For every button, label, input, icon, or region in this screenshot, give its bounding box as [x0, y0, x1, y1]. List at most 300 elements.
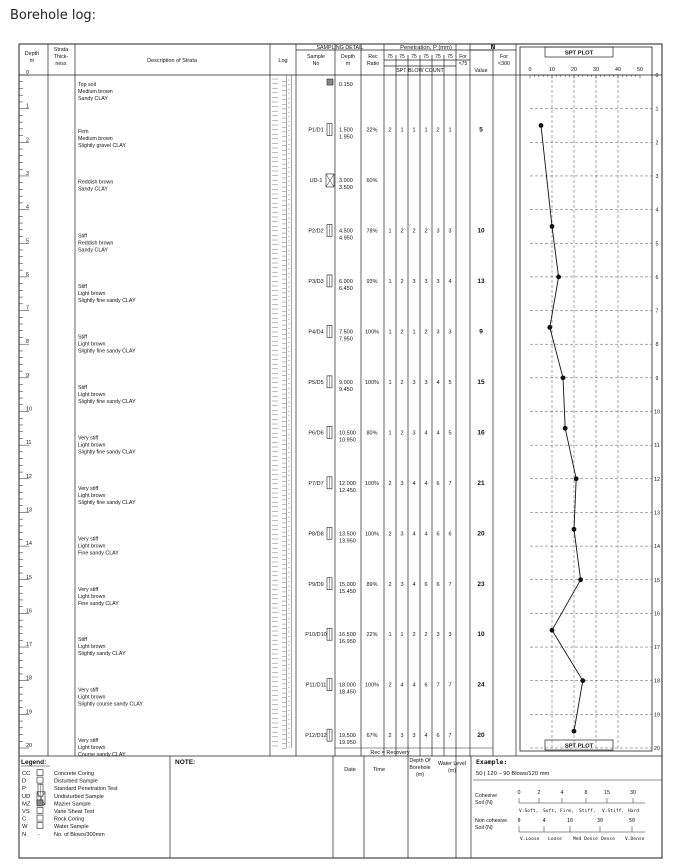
sample-number: P6/D6: [308, 430, 324, 437]
log-dot: [289, 402, 290, 403]
log-dot: [289, 264, 290, 265]
legend-label: Vane Shear Test: [54, 809, 95, 815]
log-dot: [289, 659, 290, 660]
noncohesive-tick: 4: [542, 818, 546, 824]
log-dot: [289, 558, 290, 559]
blow-count: 2: [388, 682, 392, 689]
blow-count: 1: [388, 329, 392, 336]
noncohesive-tick: 10: [566, 818, 574, 824]
blow-count: 1: [424, 127, 428, 134]
log-dot: [289, 705, 290, 706]
log-dot: [289, 609, 290, 610]
n-value: 13: [477, 277, 485, 285]
log-dot: [289, 668, 290, 669]
blow-count: 3: [436, 278, 440, 285]
log-dot: [289, 126, 290, 127]
sample-depth-top: 6.000: [339, 278, 353, 285]
recovery-ratio: 100%: [364, 379, 380, 386]
log-dot: [289, 116, 290, 117]
log-dot: [289, 130, 290, 131]
log-dot: [289, 103, 290, 104]
recovery-ratio: 100%: [364, 531, 380, 538]
penetration-column: 75: [447, 54, 453, 60]
log-dot: [289, 650, 290, 651]
log-dot: [289, 236, 290, 237]
log-dot: [289, 415, 290, 416]
cohesive-tick: 4: [560, 790, 564, 796]
log-dot: [289, 429, 290, 430]
legend-code: CC: [22, 771, 31, 777]
blow-count: 5: [448, 430, 452, 437]
sample-number: P9/D9: [308, 581, 324, 588]
for-75-header: For: [459, 54, 467, 60]
log-dot: [289, 144, 290, 145]
blow-count: 3: [412, 278, 416, 285]
log-dot: [289, 549, 290, 550]
strata-description: Light brown: [78, 290, 106, 297]
cohesive-tick: 2: [537, 790, 541, 796]
blow-count: 4: [412, 531, 416, 538]
log-dot: [289, 185, 290, 186]
strata-description: Light brown: [78, 442, 106, 449]
strata-description: Stiff: [78, 283, 88, 290]
depth-label: 10: [26, 406, 32, 413]
strata-description: Light brown: [78, 745, 106, 752]
blow-count: 6: [436, 531, 440, 538]
log-dot: [289, 397, 290, 398]
log-dot: [289, 208, 290, 209]
sample-depth-bottom: 6.450: [339, 285, 353, 292]
depth-label: 4: [26, 204, 29, 211]
depth-label: 3: [26, 170, 29, 177]
log-dot: [289, 153, 290, 154]
noncohesive-class: Med Dense: [573, 837, 598, 842]
log-header: Log: [278, 58, 288, 64]
log-dot: [289, 98, 290, 99]
log-dot: [289, 457, 290, 458]
legend-code: D: [22, 778, 27, 785]
blow-count: 7: [448, 581, 452, 588]
legend-symbol-box: [37, 815, 43, 821]
strata-description: Reddish brown: [78, 240, 114, 247]
log-dot: [289, 388, 290, 389]
depth-label: 13: [26, 507, 32, 514]
spt-data-point: [539, 123, 544, 128]
legend-code: P: [22, 786, 26, 793]
mazier-sample-icon: [327, 79, 333, 85]
blow-count: 4: [424, 480, 428, 487]
spt-depth-label: 3: [655, 173, 659, 180]
spt-x-tick-label: 50: [637, 67, 643, 73]
strata-description: Very stiff: [78, 485, 99, 492]
strata-description: Sandy CLAY: [78, 247, 108, 254]
noncohesive-label: Soil (N): [475, 825, 493, 831]
blow-count: 2: [400, 379, 404, 386]
strata-description: Light brown: [78, 341, 106, 348]
sample-depth-bottom: 7.950: [339, 336, 353, 343]
penetration-column: 75: [411, 54, 417, 60]
spt-plot-title: SPT PLOT: [564, 50, 594, 57]
log-dot: [289, 291, 290, 292]
sampling-detail-header: SAMPLING DETAIL: [316, 45, 364, 51]
spt-x-tick-label: 30: [593, 67, 599, 73]
spt-depth-label: 20: [654, 746, 660, 752]
legend-code: N: [22, 831, 27, 838]
spt-depth-label: 4: [655, 207, 659, 214]
blow-count: 2: [412, 632, 416, 639]
log-dot: [289, 374, 290, 375]
time-label: Time: [372, 767, 386, 773]
cohesive-class: Firm,: [560, 809, 574, 814]
strata-description: Top soil: [78, 82, 96, 88]
blow-count: 2: [388, 531, 392, 538]
log-dot: [289, 443, 290, 444]
log-dot: [289, 604, 290, 605]
strata-description: Slightly sandy CLAY: [78, 651, 126, 658]
cohesive-tick: 30: [630, 790, 636, 796]
log-dot: [289, 484, 290, 485]
spt-x-tick-label: 0: [528, 67, 532, 73]
strata-description: Slightly fine sandy CLAY: [78, 398, 136, 405]
spt-depth-label: 10: [654, 409, 660, 416]
recovery-ratio: 80%: [366, 430, 378, 437]
blow-count: 6: [436, 480, 440, 487]
strata-description: Light brown: [78, 694, 106, 701]
strata-header: Thick-: [53, 54, 69, 60]
log-dot: [289, 733, 290, 734]
note-title: NOTE:: [175, 759, 196, 766]
recovery-ratio: 100%: [364, 480, 380, 487]
spt-plot-footer-title: SPT PLOT: [564, 743, 594, 750]
strata-header: Strata: [53, 47, 69, 53]
blow-count: 7: [448, 480, 452, 487]
penetration-column: 75: [435, 54, 441, 60]
legend-code: MZ: [22, 801, 31, 808]
penetration-column: 75: [399, 54, 405, 60]
log-dot: [289, 576, 290, 577]
depth-label: 14: [26, 541, 32, 548]
blow-count: 3: [400, 531, 404, 538]
log-dot: [289, 337, 290, 338]
n-value: 9: [479, 328, 483, 336]
spt-data-point: [547, 325, 552, 330]
recovery-ratio: 100%: [364, 329, 380, 336]
strata-description: Sandy CLAY: [78, 186, 108, 193]
legend-label: Water Sample: [54, 824, 89, 831]
sample-depth-top: 4.500: [339, 228, 353, 235]
log-dot: [289, 139, 290, 140]
blow-count: 1: [400, 127, 404, 134]
log-dot: [289, 167, 290, 168]
blow-count: 1: [388, 278, 392, 285]
strata-description: Very stiff: [78, 738, 99, 745]
noncohesive-label: Non cohesive: [475, 818, 508, 824]
log-dot: [289, 121, 290, 122]
log-dot: [289, 162, 290, 163]
log-dot: [289, 323, 290, 324]
blow-count: 1: [400, 632, 404, 639]
blow-count: 1: [388, 430, 392, 437]
log-dot: [289, 250, 290, 251]
blow-count: 2: [400, 228, 404, 235]
log-dot: [289, 176, 290, 177]
n-value: 21: [477, 479, 485, 487]
sample-number: P8/D8: [308, 531, 324, 538]
strata-description: Course sandy CLAY: [78, 752, 126, 759]
blow-count: 3: [448, 632, 452, 639]
blow-count: 1: [388, 379, 392, 386]
log-dot: [289, 521, 290, 522]
spt-depth-label: 11: [654, 443, 660, 450]
log-dot: [289, 567, 290, 568]
log-dot: [289, 724, 290, 725]
spt-plot-frame: [520, 47, 652, 751]
log-dot: [289, 461, 290, 462]
blow-count: 6: [436, 581, 440, 588]
legend-code: C: [22, 816, 27, 823]
noncohesive-class: Dense: [601, 837, 615, 842]
depth-label: 16: [26, 608, 32, 615]
blow-count: 4: [424, 430, 428, 437]
blow-count: 3: [436, 632, 440, 639]
legend-label: Standard Penetration Test: [54, 786, 118, 793]
log-dot: [289, 172, 290, 173]
log-dot: [289, 245, 290, 246]
spt-data-point: [580, 678, 585, 683]
log-dot: [289, 641, 290, 642]
sample-depth-bottom: 10.950: [339, 437, 356, 444]
blow-count: 4: [412, 682, 416, 689]
legend-symbol-box: [37, 808, 43, 814]
penetration-column: 75: [423, 54, 429, 60]
n-value: 20: [477, 530, 485, 538]
log-dot: [289, 498, 290, 499]
sample-number: P1/D1: [308, 127, 324, 134]
log-dot: [289, 471, 290, 472]
log-dot: [289, 622, 290, 623]
log-dot: [289, 328, 290, 329]
spt-depth-label: 12: [654, 476, 660, 483]
cohesive-label: Soil (N): [475, 800, 493, 806]
for-75-header: <75: [458, 61, 468, 67]
log-dot: [289, 365, 290, 366]
log-dot: [289, 107, 290, 108]
legend-label: No. of Blows/300mm: [54, 831, 105, 838]
depth-label: 18: [26, 675, 32, 682]
log-dot: [289, 673, 290, 674]
log-dot: [289, 360, 290, 361]
sample-depth-top: 1.500: [339, 127, 353, 134]
legend-label: Undisturbed Sample: [54, 793, 104, 800]
log-dot: [289, 512, 290, 513]
spt-depth-label: 5: [655, 241, 659, 248]
sample-depth-top: 18.000: [339, 682, 356, 689]
log-dot: [289, 213, 290, 214]
cohesive-tick: 8: [584, 790, 588, 796]
log-dot: [289, 369, 290, 370]
strata-description: Slightly fine sandy CLAY: [78, 348, 136, 355]
sample-depth-top: 12.000: [339, 480, 356, 487]
blow-count: 6: [424, 581, 428, 588]
spt-data-point: [563, 426, 568, 431]
sample-depth-bottom: 18.450: [339, 689, 356, 696]
spt-depth-label: 6: [655, 274, 659, 281]
log-dot: [289, 636, 290, 637]
log-dot: [289, 406, 290, 407]
noncohesive-tick: 50: [628, 818, 636, 824]
log-dot: [289, 305, 290, 306]
legend-code: UD: [22, 793, 31, 800]
log-dot: [289, 356, 290, 357]
log-dot: [289, 737, 290, 738]
noncohesive-tick: 0: [517, 818, 521, 824]
spt-depth-label: 7: [655, 308, 659, 315]
depth-label: 12: [26, 473, 32, 480]
spt-depth-label: 16: [654, 611, 660, 618]
blow-count: 3: [424, 278, 428, 285]
log-dot: [289, 655, 290, 656]
strata-description: Slightly gravel CLAY: [78, 143, 126, 150]
log-dot: [289, 204, 290, 205]
n-value: 15: [477, 378, 485, 386]
log-dot: [289, 530, 290, 531]
log-dot: [289, 158, 290, 159]
sample-depth-top: 15.000: [339, 581, 356, 588]
log-dot: [289, 535, 290, 536]
depth-label: 5: [26, 238, 29, 245]
blow-count: 7: [448, 733, 452, 740]
depth-label: 17: [26, 642, 32, 649]
spt-data-point: [574, 476, 579, 481]
log-dot: [289, 438, 290, 439]
depth-label: 7: [26, 305, 29, 312]
log-dot: [289, 475, 290, 476]
cohesive-class: V.Stiff,: [602, 809, 625, 814]
sample-depth-top: 7.500: [339, 329, 353, 336]
sample-number: P7/D7: [308, 480, 324, 487]
sample-number: P11/D11: [305, 682, 327, 689]
log-dot: [289, 632, 290, 633]
sample-depth-bottom: 12.450: [339, 487, 356, 494]
sample-depth-top: 0.150: [339, 82, 353, 89]
strata-header: ness: [55, 61, 67, 67]
log-dot: [289, 507, 290, 508]
spt-depth-label: 8: [655, 342, 659, 349]
depth2-header: Depth: [340, 54, 356, 60]
legend-symbol-box: [37, 770, 43, 776]
description-header: Description of Strata: [147, 58, 197, 64]
log-dot: [289, 314, 290, 315]
n-value: 20: [477, 732, 485, 740]
log-dot: [289, 259, 290, 260]
water-level-label: Water Level: [437, 761, 467, 767]
blow-count: 2: [388, 733, 392, 740]
log-dot: [289, 448, 290, 449]
sample-number: P10/D10: [305, 632, 327, 639]
legend-code: VS: [22, 809, 30, 815]
sample-depth-bottom: 9.450: [339, 386, 353, 393]
strata-description: Light brown: [78, 593, 106, 600]
spt-depth-label: 17: [654, 645, 660, 652]
depth-label: 1: [26, 103, 29, 110]
log-dot: [289, 411, 290, 412]
noncohesive-tick: 30: [596, 818, 604, 824]
blow-count: 2: [412, 228, 416, 235]
recovery-ratio: 89%: [366, 581, 378, 588]
strata-description: Medium brown: [78, 89, 113, 95]
log-dot: [289, 747, 290, 748]
log-dot: [289, 84, 290, 85]
sample-depth-bottom: 15.450: [339, 588, 356, 595]
log-dot: [289, 627, 290, 628]
log-dot: [289, 287, 290, 288]
strata-description: Stiff: [78, 637, 88, 644]
blow-count: 1: [448, 127, 452, 134]
log-dot: [289, 241, 290, 242]
log-dot: [289, 199, 290, 200]
strata-description: Light brown: [78, 391, 106, 398]
blow-count: 1: [388, 228, 392, 235]
spt-x-tick-label: 20: [571, 67, 577, 73]
blow-count: 4: [436, 430, 440, 437]
log-dot: [289, 254, 290, 255]
log-dot: [289, 379, 290, 380]
log-dot: [289, 296, 290, 297]
sample-depth-top: 9.000: [339, 379, 353, 386]
blow-count: 3: [436, 228, 440, 235]
log-dot: [289, 218, 290, 219]
blow-count: 4: [412, 480, 416, 487]
page-title: Borehole log:: [10, 8, 97, 23]
blow-count: 1: [412, 127, 416, 134]
recovery-ratio: 100%: [364, 682, 380, 689]
log-dot: [289, 277, 290, 278]
blow-count: 3: [436, 329, 440, 336]
sample-number: UD-1: [309, 177, 323, 184]
spt-data-point: [561, 375, 566, 380]
log-dot: [289, 517, 290, 518]
depth-label: 11: [26, 440, 32, 447]
blow-count: 3: [400, 581, 404, 588]
example-title: Example:: [476, 758, 508, 766]
depth-label: 6: [26, 271, 29, 278]
strata-description: Light brown: [78, 543, 106, 550]
blow-count: 2: [388, 480, 392, 487]
penetration-header: Penetration, P (mm): [400, 45, 452, 51]
log-dot: [289, 618, 290, 619]
strata-description: Slightly course sandy CLAY: [78, 701, 143, 708]
spt-data-point: [572, 729, 577, 734]
n-value-header: Value: [474, 68, 488, 74]
spt-depth-label: 0: [655, 73, 659, 79]
blow-count: 2: [400, 329, 404, 336]
blow-count: 3: [412, 733, 416, 740]
sample-number: P2/D2: [308, 228, 324, 235]
log-dot: [289, 581, 290, 582]
strata-description: Stiff: [78, 233, 88, 240]
blow-count: 7: [436, 682, 440, 689]
spt-depth-label: 14: [654, 544, 660, 551]
blow-count: 3: [400, 480, 404, 487]
log-dot: [289, 195, 290, 196]
strata-description: Slightly fine sandy CLAY: [78, 499, 136, 506]
log-dot: [289, 719, 290, 720]
sample-header: No: [312, 61, 320, 67]
strata-description: Very stiff: [78, 536, 99, 543]
sample-depth-bottom: 4.950: [339, 235, 353, 242]
log-dot: [289, 595, 290, 596]
log-dot: [289, 346, 290, 347]
